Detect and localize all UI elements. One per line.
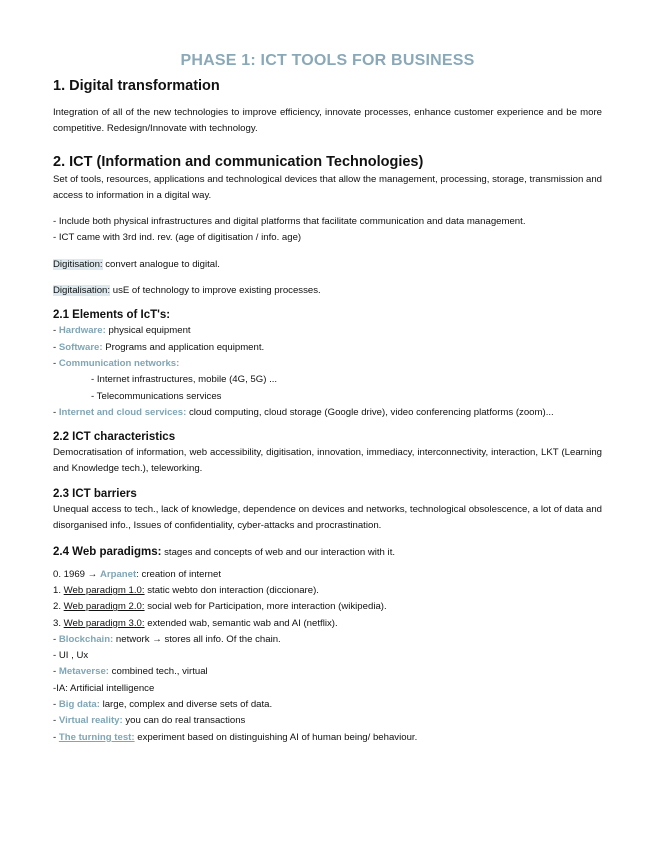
- digitisation-term: Digitisation:: [53, 258, 103, 270]
- digital-transformation-body: Integration of all of the new technologies to improve efficiency, innovate processes, enhance customer experience and be more competitive. Redesign/Innovate with technology.: [53, 107, 602, 135]
- turing-test-line: - The turning test: experiment based on distinguishing AI of human being/ behaviour.: [53, 731, 418, 743]
- turing-test-def: experiment based on distinguishing AI of human being/ behaviour.: [134, 731, 418, 743]
- hardware-def: physical equipment: [105, 325, 191, 337]
- heading-ict-characteristics: 2.2 ICT characteristics: [53, 431, 176, 444]
- heading-digital-transformation: 1. Digital transformation: [53, 78, 220, 94]
- arpanet-prefix: 0. 1969 →: [53, 568, 100, 580]
- web-2-prefix: 2.: [53, 601, 64, 613]
- digitalisation-def: usE of technology to improve existing processes.: [110, 285, 321, 297]
- internet-cloud-def: cloud computing, cloud storage (Google drive), video conferencing platforms (zoom)...: [186, 406, 554, 418]
- digitalisation-line: [53, 283, 602, 299]
- ict-bullet-2: - ICT came with 3rd ind. rev. (age of digitisation / info. age): [53, 232, 302, 244]
- arpanet-def: : creation of internet: [136, 568, 221, 580]
- metaverse-term: Metaverse:: [58, 666, 110, 678]
- metaverse-def: combined tech., virtual: [109, 666, 208, 678]
- internet-cloud-line: - Internet and cloud services: cloud computing, cloud storage (Google drive), video conferencing platforms (zoom)...: [53, 406, 554, 418]
- ict-body: Set of tools, resources, applications and technological devices that allow the management, processing, storage, transmission and access to information in a digital way.: [53, 173, 602, 201]
- heading-elements-of-ict: 2.1 Elements of IcT's:: [53, 309, 171, 322]
- digitisation-def: convert analogue to digital.: [102, 258, 220, 270]
- web-2-def: social web for Participation, more interaction (wikipedia).: [144, 601, 387, 613]
- software-line: - Software: Programs and application equipment.: [53, 341, 265, 353]
- blockchain-term: Blockchain:: [58, 633, 114, 645]
- heading-web-paradigms: 2.4 Web paradigms:: [53, 546, 162, 559]
- virtual-reality-term: Virtual reality:: [58, 715, 123, 727]
- ict-characteristics-body: Democratisation of information, web accessibility, digitisation, innovation, immediacy, interconnectivity, interaction, LKT (Learning and Knowledge tech.), teleworking.: [53, 447, 602, 475]
- web-1-line: [53, 583, 602, 599]
- web-2-term: Web paradigm 2.0:: [63, 601, 145, 613]
- ict-bullet-1: - Include both physical infrastructures and digital platforms that facilitate communication and data management.: [53, 216, 526, 228]
- ict-barriers-body: Unequal access to tech., lack of knowledge, dependence on devices and networks, technological obsolescence, a lot of data and disorganised info., Issues of confidentiality, cyber-attacks and procrastination.: [53, 503, 602, 532]
- heading-ict-barriers: 2.3 ICT barriers: [53, 487, 137, 500]
- web-paradigms-intro: stages and concepts of web and our interaction with it.: [161, 547, 396, 559]
- software-term: Software:: [58, 341, 103, 353]
- web-paradigms-heading-line: [53, 544, 602, 561]
- heading-ict: 2. ICT (Information and communication Technologies): [53, 153, 424, 170]
- hardware-term: Hardware:: [58, 325, 106, 337]
- web-3-def: extended wab, semantic wab and AI (netflix).: [144, 617, 338, 629]
- arpanet-line: [53, 567, 602, 583]
- web-3-term: Web paradigm 3.0:: [63, 617, 145, 629]
- blockchain-line: - Blockchain: network → stores all info. Of the chain.: [53, 633, 281, 645]
- web-1-term: Web paradigm 1.0:: [63, 584, 145, 596]
- big-data-term: Big data:: [58, 699, 100, 711]
- turing-test-term: The turning test:: [58, 731, 135, 743]
- communication-networks-term: Communication networks:: [58, 357, 180, 369]
- web-3-line: [53, 616, 602, 632]
- communication-networks-sub-2: - Telecommunications services: [91, 390, 222, 402]
- communication-networks-line: - Communication networks:: [53, 357, 180, 369]
- arpanet-term: Arpanet: [99, 568, 137, 580]
- virtual-reality-line: - Virtual reality: you can do real transactions: [53, 715, 246, 727]
- page-title: PHASE 1: ICT TOOLS FOR BUSINESS: [180, 52, 475, 69]
- metaverse-line: - Metaverse: combined tech., virtual: [53, 666, 208, 678]
- web-1-def: static webto don interaction (diccionare).: [144, 584, 319, 596]
- ui-ux-line: - UI , Ux: [53, 650, 89, 662]
- big-data-def: large, complex and diverse sets of data.: [99, 699, 273, 711]
- software-def: Programs and application equipment.: [102, 341, 265, 353]
- document-page: [53, 52, 602, 746]
- virtual-reality-def: you can do real transactions: [122, 715, 246, 727]
- digitisation-line: [53, 257, 602, 273]
- communication-networks-sub-1: - Internet infrastructures, mobile (4G, 5G) ...: [91, 374, 278, 386]
- big-data-line: - Big data: large, complex and diverse sets of data.: [53, 699, 273, 711]
- ia-line: -IA: Artificial intelligence: [53, 682, 155, 694]
- web-1-prefix: 1.: [53, 584, 64, 596]
- internet-cloud-term: Internet and cloud services:: [58, 406, 187, 418]
- blockchain-def: network → stores all info. Of the chain.: [113, 633, 281, 645]
- web-3-prefix: 3.: [53, 617, 64, 629]
- web-2-line: [53, 599, 602, 615]
- digitalisation-term: Digitalisation:: [53, 285, 111, 297]
- hardware-line: - Hardware: physical equipment: [53, 325, 191, 337]
